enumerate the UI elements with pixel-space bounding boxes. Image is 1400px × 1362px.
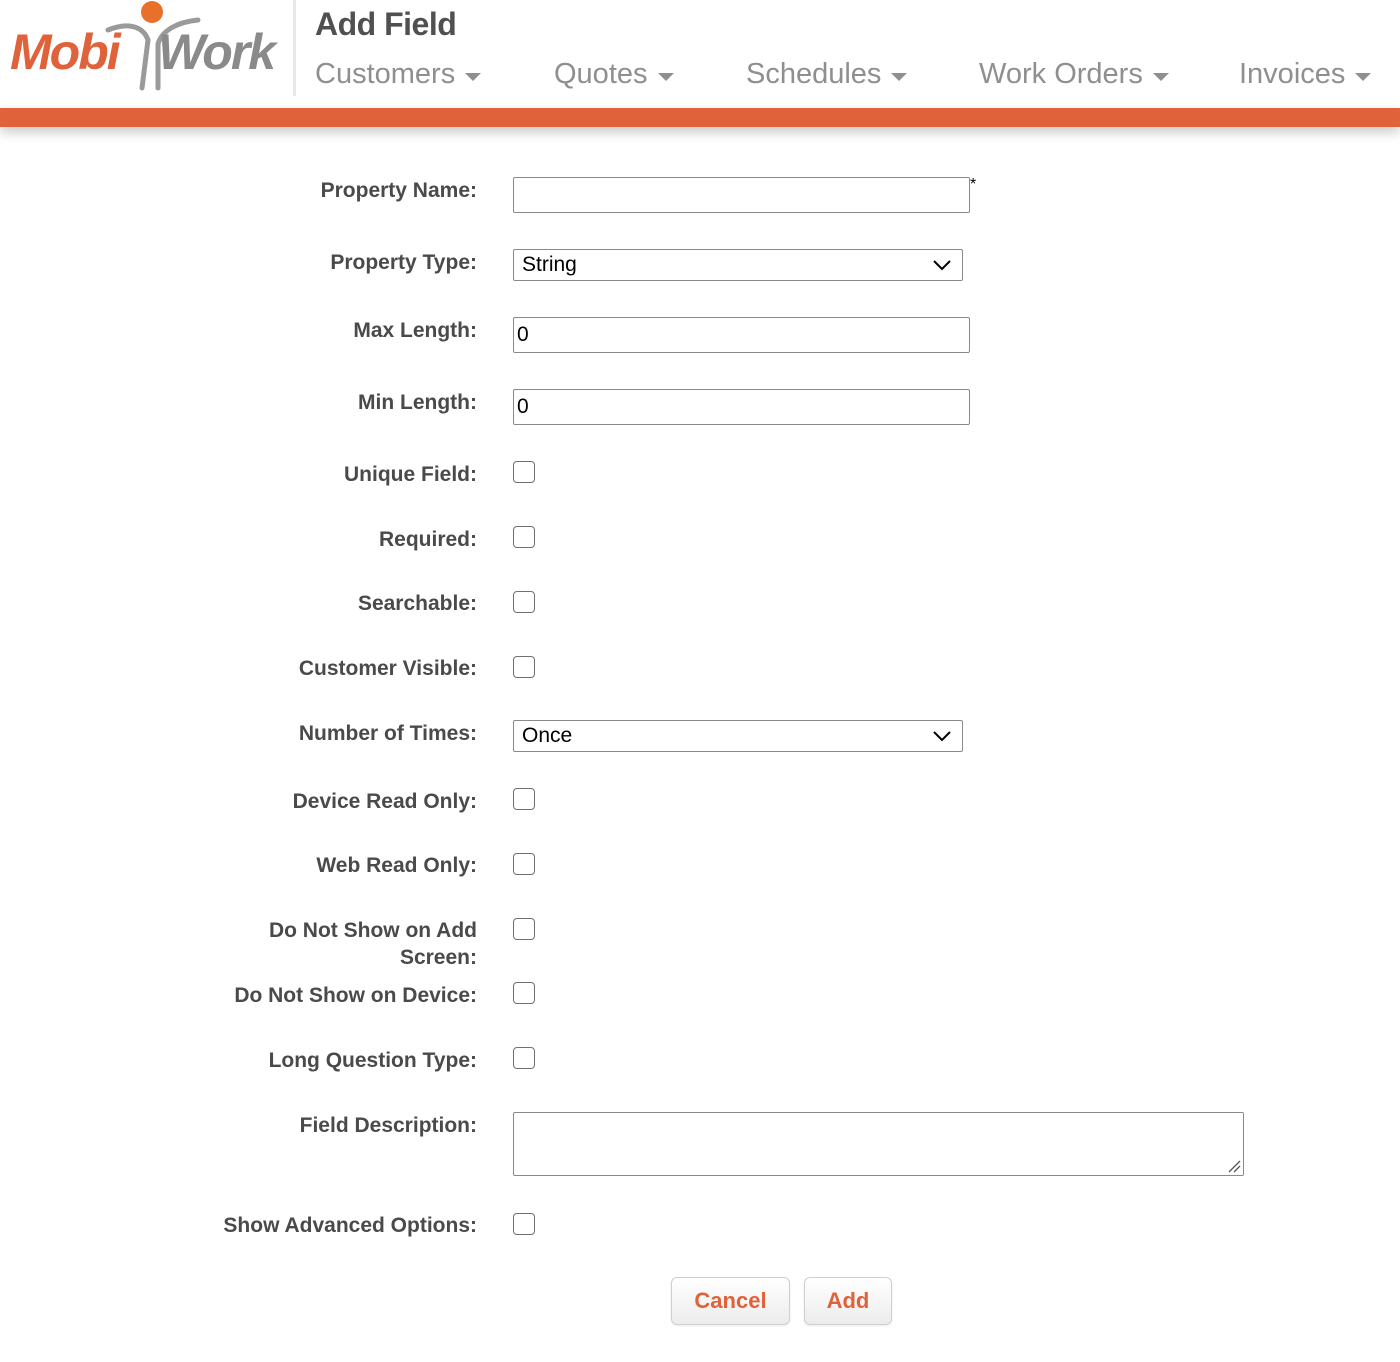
customer-visible-checkbox[interactable]	[513, 656, 535, 678]
required-label: Required:	[378, 528, 477, 551]
device-read-only-label: Device Read Only:	[292, 790, 477, 813]
property-type-select[interactable]	[513, 249, 963, 281]
max-length-input[interactable]	[513, 317, 970, 353]
logo-text-mobi: Mobi	[10, 24, 119, 80]
show-advanced-options-label: Show Advanced Options:	[223, 1214, 477, 1237]
do-not-show-add-screen-checkbox[interactable]	[513, 918, 535, 940]
nav-quotes[interactable]	[554, 58, 674, 91]
long-question-type-label: Long Question Type:	[268, 1049, 477, 1072]
required-checkbox[interactable]	[513, 526, 535, 548]
header-divider	[293, 0, 296, 96]
do-not-show-add-screen-label-line2: Screen:	[399, 946, 477, 969]
property-name-input[interactable]	[513, 177, 970, 213]
header	[0, 0, 1400, 108]
nav-work-orders-label: Work Orders	[979, 58, 1143, 90]
nav-customers-label: Customers	[315, 58, 456, 90]
do-not-show-device-label: Do Not Show on Device:	[234, 984, 477, 1007]
chevron-down-icon	[465, 73, 481, 81]
chevron-down-icon	[932, 259, 952, 271]
nav-invoices-label: Invoices	[1239, 58, 1346, 90]
chevron-down-icon	[1153, 73, 1169, 81]
unique-field-label: Unique Field:	[344, 463, 477, 486]
mobiwork-logo[interactable]	[8, 0, 278, 100]
searchable-label: Searchable:	[357, 592, 477, 615]
resize-handle-icon[interactable]	[1227, 1159, 1241, 1173]
long-question-type-checkbox[interactable]	[513, 1047, 535, 1069]
web-read-only-checkbox[interactable]	[513, 853, 535, 875]
header-accent-bar	[0, 108, 1400, 127]
min-length-input[interactable]	[513, 389, 970, 425]
nav-customers[interactable]	[315, 58, 481, 91]
nav-work-orders[interactable]	[979, 58, 1169, 91]
min-length-label: Min Length:	[358, 391, 477, 414]
logo-text-work: Work	[158, 24, 275, 80]
page-title: Add Field	[315, 6, 457, 42]
number-of-times-label: Number of Times:	[298, 722, 477, 745]
chevron-down-icon	[932, 730, 952, 742]
chevron-down-icon	[1355, 73, 1371, 81]
nav-schedules[interactable]	[746, 58, 907, 91]
do-not-show-device-checkbox[interactable]	[513, 982, 535, 1004]
do-not-show-add-screen-label	[269, 917, 477, 971]
unique-field-checkbox[interactable]	[513, 461, 535, 483]
number-of-times-value: Once	[522, 724, 573, 747]
number-of-times-select[interactable]	[513, 720, 963, 752]
searchable-checkbox[interactable]	[513, 591, 535, 613]
chevron-down-icon	[891, 73, 907, 81]
field-description-textarea[interactable]	[513, 1112, 1244, 1176]
add-button[interactable]: Add	[804, 1277, 892, 1325]
field-description-label: Field Description:	[299, 1114, 477, 1137]
nav-quotes-label: Quotes	[554, 58, 648, 90]
property-name-label: Property Name:	[320, 179, 477, 202]
property-type-label: Property Type:	[330, 251, 477, 274]
max-length-label: Max Length:	[353, 319, 477, 342]
nav-schedules-label: Schedules	[746, 58, 882, 90]
required-asterisk: *	[970, 176, 977, 193]
property-type-value: String	[522, 253, 577, 276]
device-read-only-checkbox[interactable]	[513, 788, 535, 810]
cancel-button[interactable]: Cancel	[671, 1277, 790, 1325]
customer-visible-label: Customer Visible:	[298, 657, 477, 680]
chevron-down-icon	[658, 73, 674, 81]
nav-invoices[interactable]	[1239, 58, 1371, 91]
do-not-show-add-screen-label-line1: Do Not Show on Add	[268, 919, 477, 942]
web-read-only-label: Web Read Only:	[316, 854, 477, 877]
show-advanced-options-checkbox[interactable]	[513, 1213, 535, 1235]
